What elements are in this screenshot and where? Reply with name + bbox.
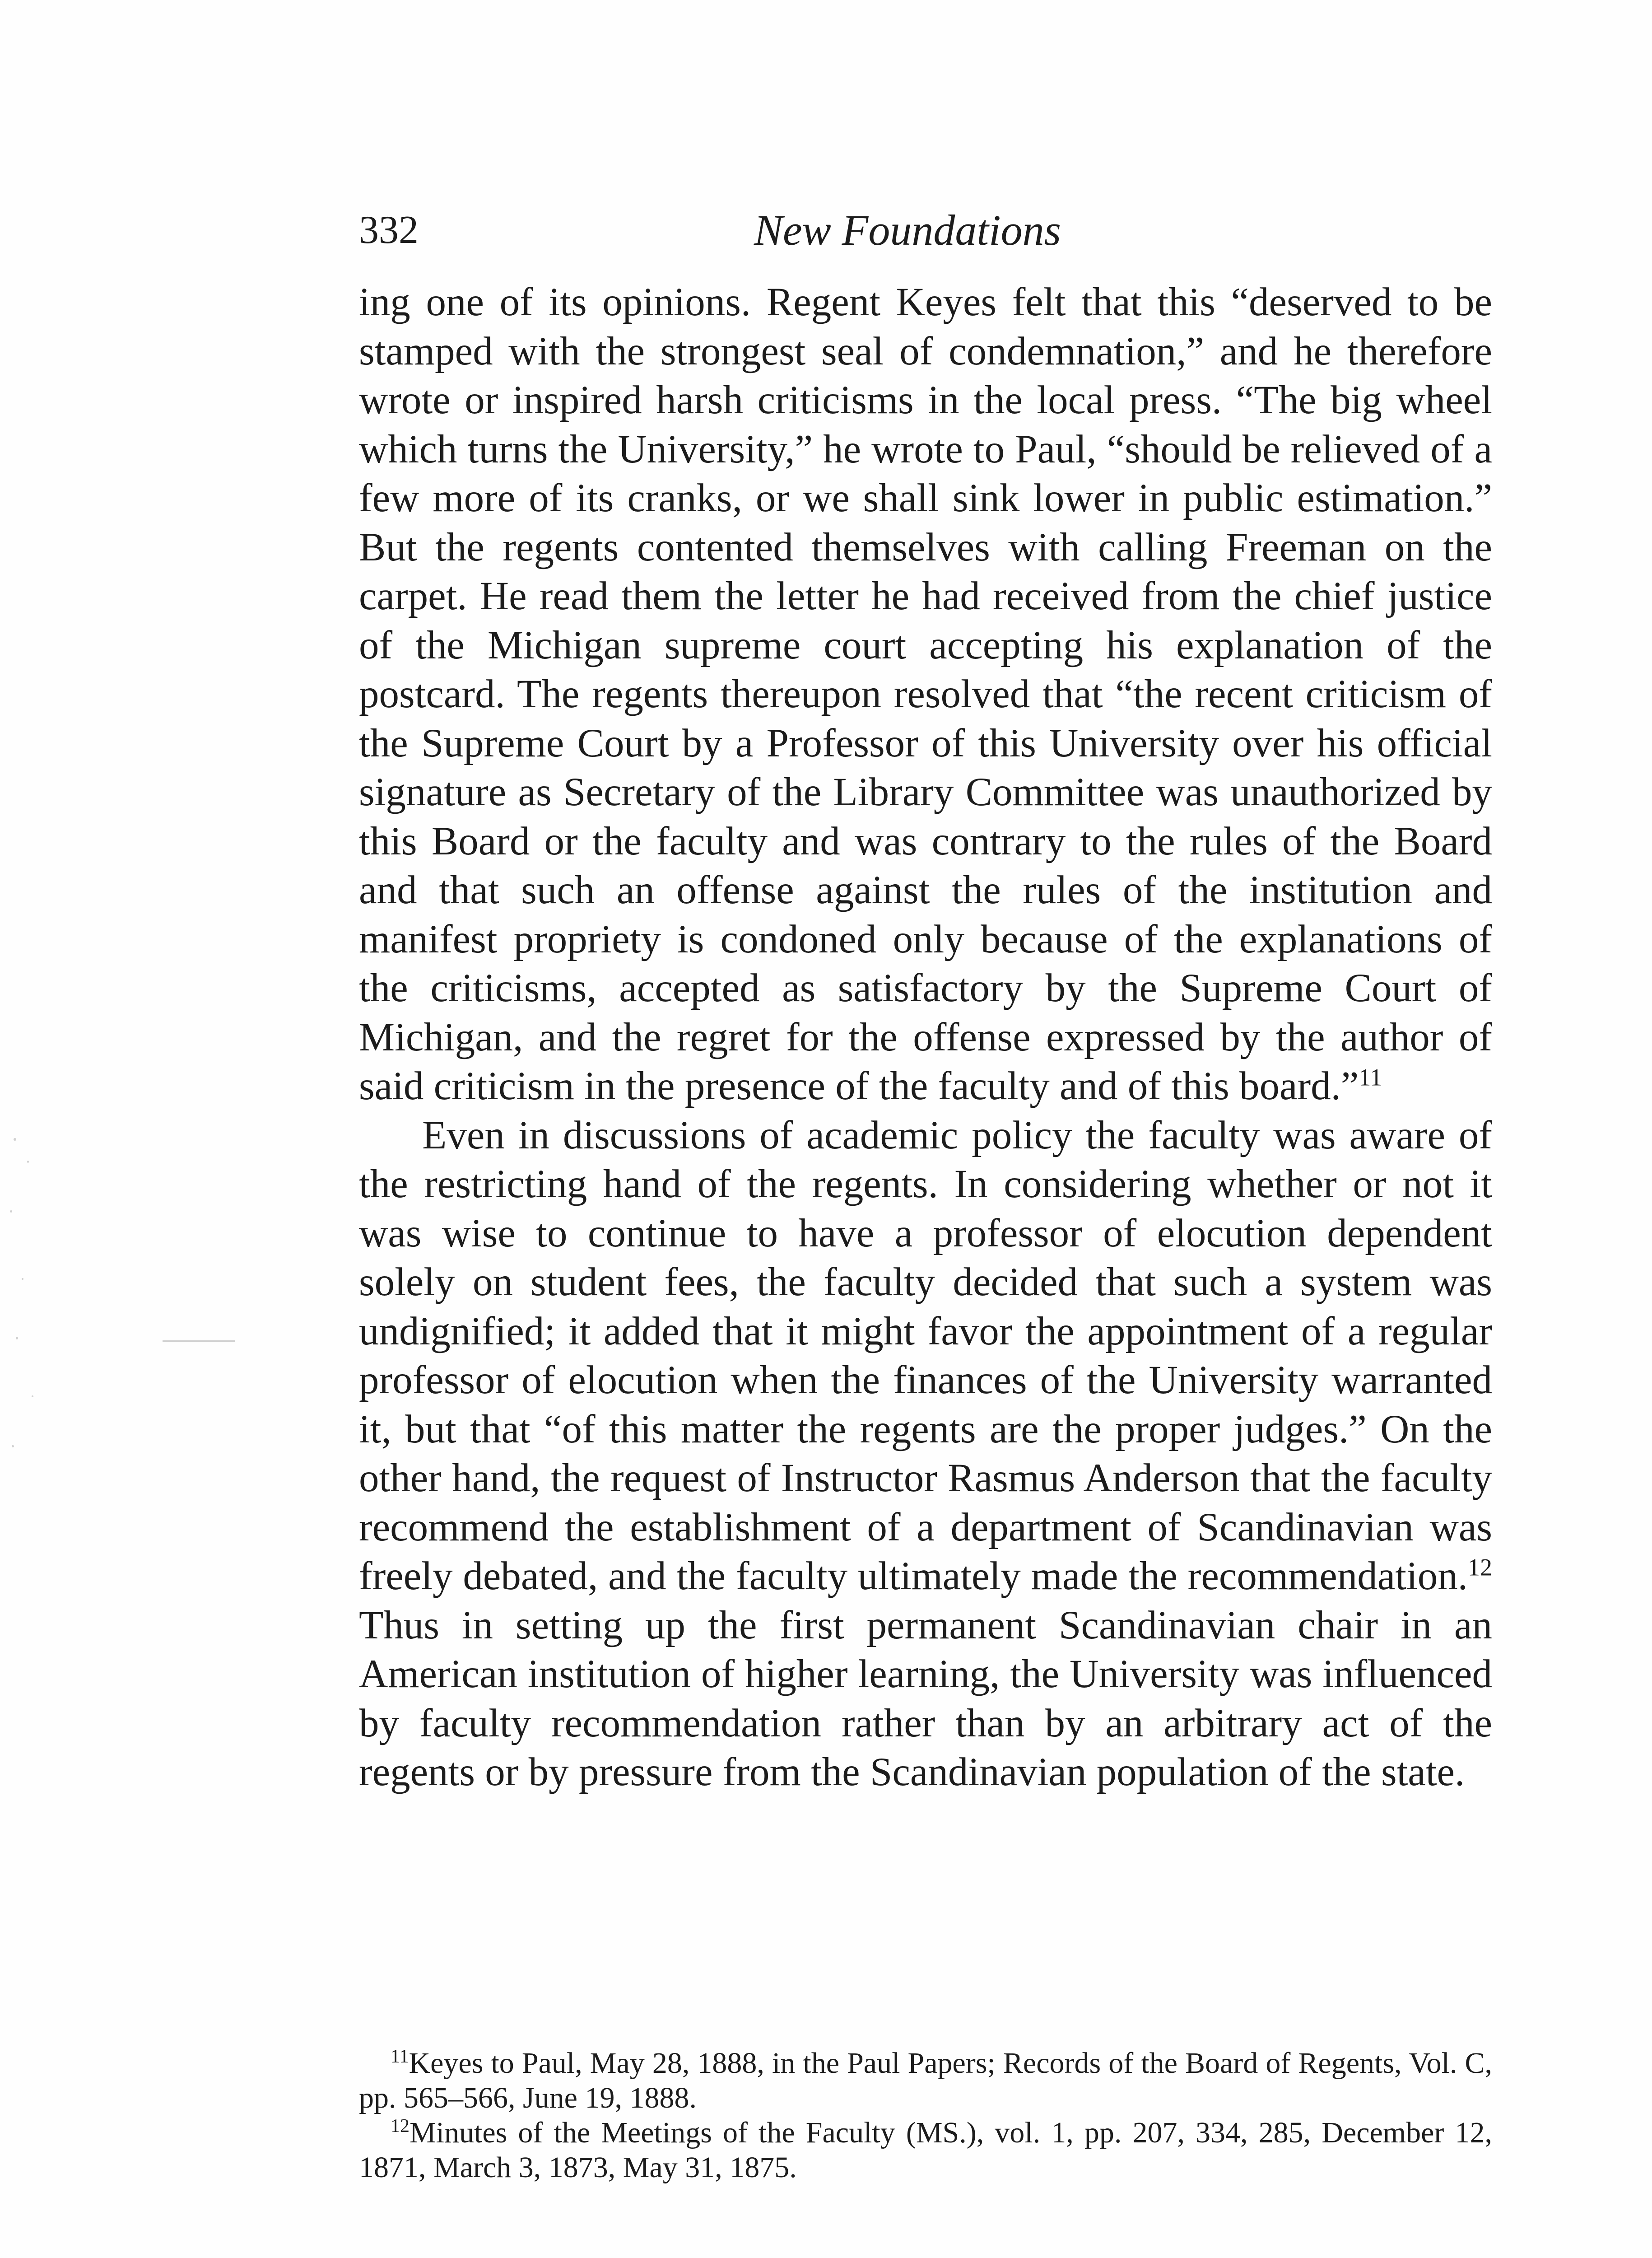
paragraph-text: Thus in setting up the first permanent Scandinavian chair in an American institution of higher learning, the University was influenced by faculty recommendation rather than by an arbitrary act of the regents or by pressure from the Scandinavian population of the state. (359, 1603, 1492, 1794)
footnote-mark: 11 (391, 2046, 409, 2067)
footnote-reference: 11 (1359, 1064, 1382, 1091)
footnote-reference: 12 (1468, 1554, 1492, 1581)
speck (27, 1161, 29, 1163)
footnote (359, 2115, 1492, 2185)
footnote-text: Minutes of the Meetings of the Faculty (MS.), vol. 1, pp. 207, 334, 285, December 12, 1871, March 3, 1873, May 31, 1875. (359, 2116, 1492, 2184)
page-number: 332 (359, 208, 419, 252)
speck (10, 1210, 12, 1213)
footnote-mark: 12 (391, 2116, 410, 2137)
paragraph (359, 278, 1492, 1111)
paragraph-text: ing one of its opinions. Regent Keyes felt that this “deserved to be stamped with the strongest seal of condemnation,” and he therefore wrote or inspired harsh criticisms in the local press. “The big wheel which turns the University,” he wrote to Paul, “should be relieved of a few more of its cranks, or we shall sink lower in public estimation.” But the regents contented themselves with calling Freeman on the carpet. He read them the letter he had received from the chief justice of the Michigan supreme court accepting his explanation of the postcard. The regents thereupon resolved that “the recent criticism of the Supreme Court by a Professor of this University over his official signature as Secretary of the Library Committee was unauthorized by this Board or the faculty and was contrary to the rules of the Board and that such an offense against the rules of the institution and manifest propriety is condoned only because of the explanations of the criticisms, accepted as satisfactory by the Supreme Court of Michigan, and the regret for the offense expressed by the author of said criticism in the presence of the faculty and of this board.” (359, 280, 1492, 1108)
body-text (359, 278, 1492, 1797)
speck (16, 1337, 18, 1339)
footnotes (359, 2046, 1492, 2185)
footnote-text: Keyes to Paul, May 28, 1888, in the Paul Papers; Records of the Board of Regents, Vol. C, pp. 565–566, June 19, 1888. (359, 2047, 1492, 2114)
margin-speckles (0, 1129, 54, 1490)
running-title: New Foundations (754, 206, 1061, 254)
speck (14, 1138, 16, 1141)
speck (12, 1445, 14, 1447)
speck (22, 1278, 23, 1280)
footnote (359, 2046, 1492, 2115)
running-header (359, 205, 1117, 255)
speck (32, 1395, 33, 1397)
paragraph-text: Even in discussions of academic policy the faculty was aware of the restricting hand of the regents. In considering whether or not it was wise to continue to have a professor of elocution dependent solely on student fees, the faculty decided that such a system was undignified; it added that it might favor the appointment of a regular professor of elocution when the finances of the University warranted it, but that “of this matter the regents are the proper judges.” On the other hand, the request of Instructor Rasmus Anderson that the faculty recommend the establishment of a department of Scandinavian was freely debated, and the faculty ultimately made the recommendation. (359, 1113, 1492, 1598)
paragraph (359, 1111, 1492, 1797)
margin-mark (163, 1340, 235, 1342)
